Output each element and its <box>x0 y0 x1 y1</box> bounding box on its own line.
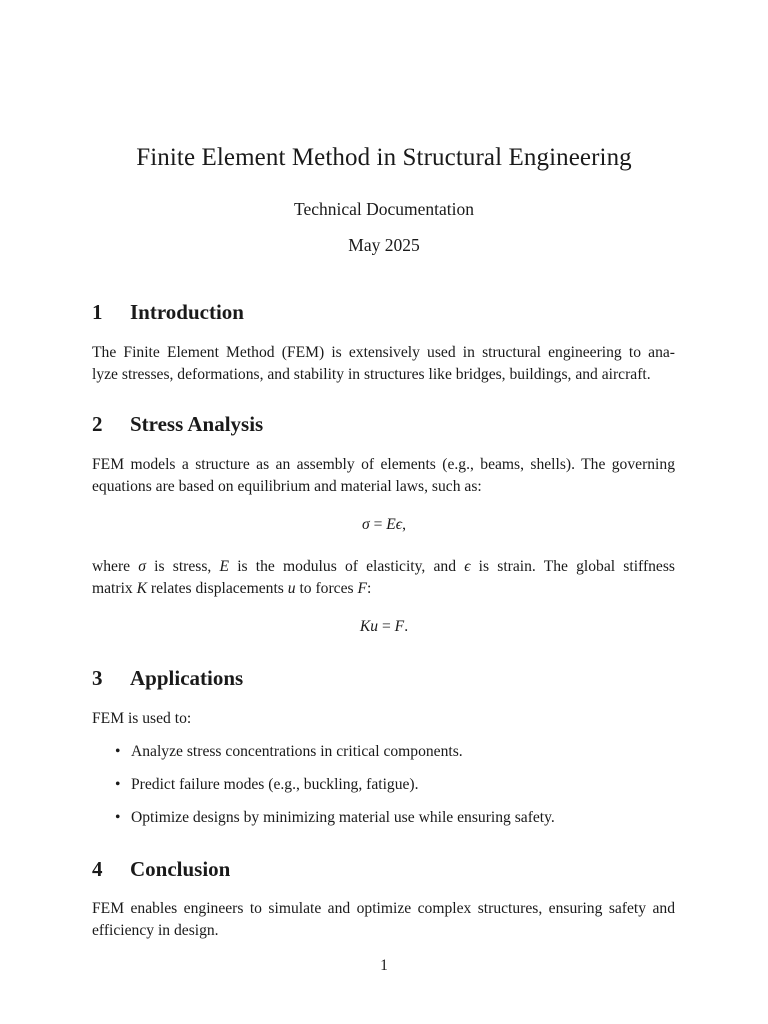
paragraph-line: lyze stresses, deformations, and stability in structures like bridges, buildings, and aircraft. <box>92 366 651 383</box>
equation-punctuation: , <box>402 516 406 533</box>
equation-lhs: σ <box>361 516 370 533</box>
bullet-icon: • <box>115 776 121 793</box>
text-run: matrix <box>92 580 137 597</box>
page-number: 1 <box>380 957 388 974</box>
section-number: 2 <box>92 412 103 436</box>
bullet-icon: • <box>115 809 121 826</box>
paragraph-line: FEM is used to: <box>92 710 192 727</box>
text-run: to forces <box>295 580 358 597</box>
bullet-icon: • <box>115 743 121 760</box>
section-heading-introduction <box>92 300 244 325</box>
equation-lhs: Ku <box>359 618 379 635</box>
math-symbol: F <box>357 580 367 597</box>
equation-punctuation: . <box>404 618 409 635</box>
section-title: Introduction <box>130 300 244 324</box>
equation-operator: = <box>369 516 387 533</box>
applications-intro <box>92 708 675 730</box>
section-title: Conclusion <box>130 857 231 881</box>
math-symbol: E <box>219 558 230 575</box>
applications-list <box>92 741 675 840</box>
text-run: where <box>92 558 139 575</box>
math-symbol: σ <box>138 558 146 575</box>
text-run: : <box>367 580 372 597</box>
list-item-text: Analyze stress concentrations in critical components. <box>131 743 463 760</box>
conclusion-paragraph <box>92 898 675 942</box>
paragraph-line <box>92 578 675 600</box>
paragraph-line: The Finite Element Method (FEM) is extensively used in structural engineering to ana- <box>92 344 675 361</box>
section-title: Stress Analysis <box>130 412 264 436</box>
text-run: is the modulus of elasticity, and <box>229 558 465 575</box>
paragraph-line: FEM models a structure as an assembly of elements (e.g., beams, shells). The governing <box>92 456 675 473</box>
paragraph-line: FEM enables engineers to simulate and optimize complex structures, ensuring safety and <box>92 900 675 917</box>
list-item <box>92 807 675 840</box>
stress-analysis-paragraph-2 <box>92 556 675 600</box>
equation-rhs: F <box>394 618 405 635</box>
paragraph-line: efficiency in design. <box>92 922 219 939</box>
section-number: 1 <box>92 300 103 324</box>
text-run: is strain. The global stiffness <box>470 558 675 575</box>
equation-operator: = <box>378 618 395 635</box>
paragraph-line <box>92 556 675 578</box>
list-item-text: Optimize designs by minimizing material use while ensuring safety. <box>131 809 555 826</box>
math-symbol: u <box>287 580 296 597</box>
equation-stiffness <box>0 618 768 636</box>
section-heading-conclusion <box>92 857 230 882</box>
list-item <box>92 774 675 807</box>
list-item <box>92 741 675 774</box>
introduction-paragraph <box>92 342 675 386</box>
math-symbol: ϵ <box>464 558 471 575</box>
document-subtitle: Technical Documentation <box>293 199 475 219</box>
section-heading-stress-analysis <box>92 412 263 437</box>
document-date: May 2025 <box>348 235 420 255</box>
section-title: Applications <box>130 666 244 690</box>
equation-hookes-law <box>0 516 768 534</box>
document-title: Finite Element Method in Structural Engineering <box>136 144 632 171</box>
section-number: 3 <box>92 666 103 690</box>
math-symbol: K <box>136 580 148 597</box>
equation-rhs: Eϵ <box>386 516 403 533</box>
text-run: relates displacements <box>147 580 288 597</box>
paragraph-line: equations are based on equilibrium and material laws, such as: <box>92 478 482 495</box>
list-item-text: Predict failure modes (e.g., buckling, fatigue). <box>131 776 419 793</box>
text-run: is stress, <box>145 558 220 575</box>
section-number: 4 <box>92 857 103 881</box>
stress-analysis-paragraph <box>92 454 675 498</box>
section-heading-applications <box>92 666 243 691</box>
